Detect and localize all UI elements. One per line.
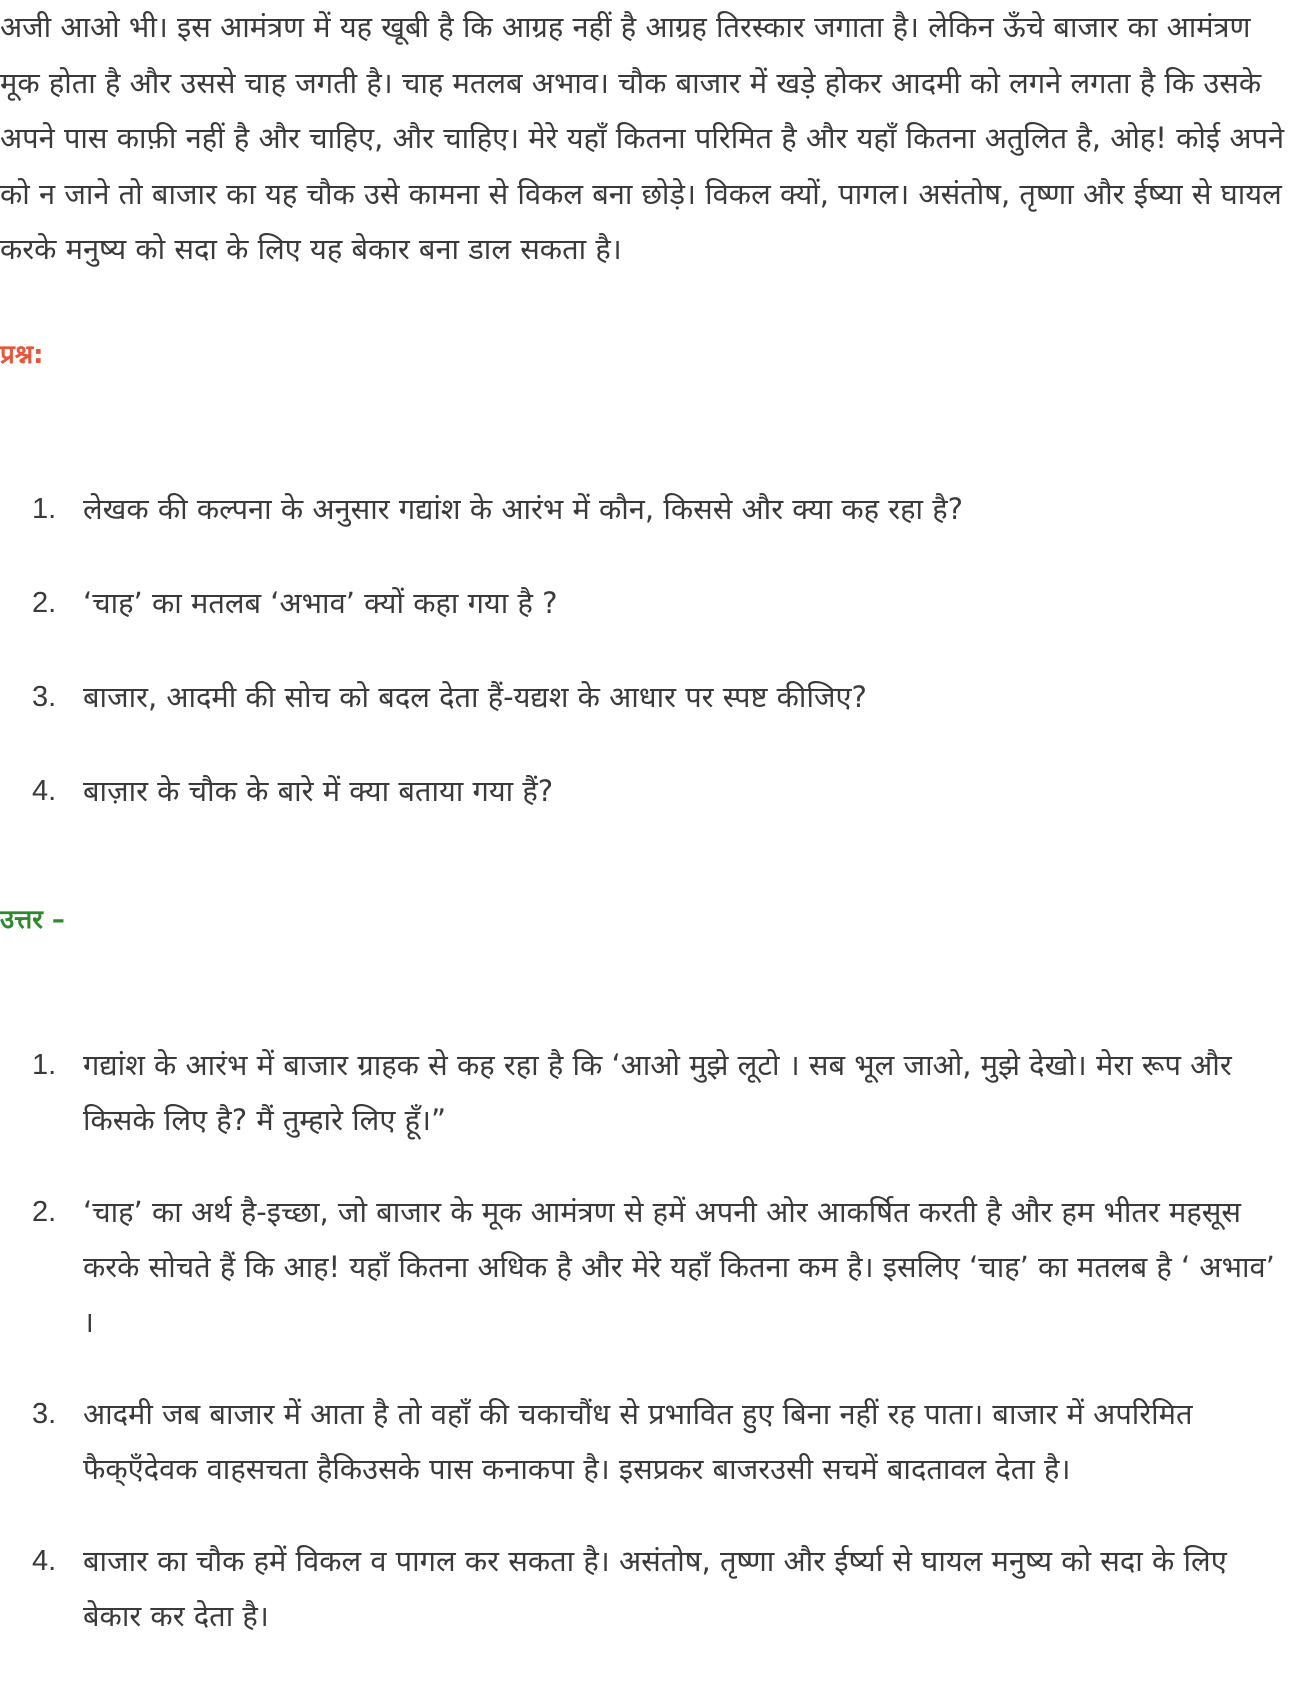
question-item [0, 670, 1297, 725]
question-item [0, 482, 1297, 537]
answer-item [0, 1185, 1297, 1350]
answer-item [0, 1038, 1297, 1148]
answer-text: गद्यांश के आरंभ में बाजार ग्राहक से कह रहा है कि ‘आओ मुझे लूटो । सब भूल जाओ, मुझे देखो। मेरा रूप और किसके लिए है? मैं तुम्हारे लिए हूँ।” [83, 1048, 1232, 1137]
question-item [0, 764, 1297, 819]
question-text: बाज़ार के चौक के बारे में क्या बताया गया हैं? [83, 774, 554, 808]
answer-number: 2. [32, 1196, 57, 1228]
questions-list [0, 482, 1297, 858]
question-number: 4. [32, 775, 57, 807]
answer-text: आदमी जब बाजार में आता है तो वहाँ की चकाचौंध से प्रभावित हुए बिना नहीं रह पाता। बाजार में अपरिमित फैक्एँदेवक वाहसचता हैकिउसके पास कनाकपा है। इसप्रकर बाजरउसी सचमें बादतावल देता है। [83, 1397, 1193, 1486]
passage-text: अजी आओ भी। इस आमंत्रण में यह खूबी है कि आग्रह नहीं है आग्रह तिरस्कार जगाता है। लेकिन ऊँचे बाजार का आमंत्रण मूक होता है और उससे चाह जगती है। चाह मतलब अभाव। चौक बाजार में खड़े होकर आदमी को लगने लगता है कि उसके अपने पास काफ़ी नहीं है और चाहिए, और चाहिए। मेरे यहाँ कितना परिमित है और यहाँ कितना अतुलित है, ओह! कोई अपने को न जाने तो बाजार का यह चौक उसे कामना से विकल बना छोड़े। विकल क्यों, पागल। असंतोष, तृष्णा और ईष्या से घायल करके मनुष्य को सदा के लिए यह बेकार बना डाल सकता है। [0, 10, 1285, 266]
question-text: बाजार, आदमी की सोच को बदल देता हैं-यद्यश के आधार पर स्पष्ट कीजिए? [83, 680, 867, 714]
answer-item [0, 1534, 1297, 1644]
answer-text: ‘चाह’ का अर्थ है-इच्छा, जो बाजार के मूक आमंत्रण से हमें अपनी ओर आकर्षित करती है और हम भीतर महसूस करके सोचते हैं कि आह! यहाँ कितना अधिक है और मेरे यहाँ कितना कम है। इसलिए ‘चाह’ का मतलब है ‘ अभाव’ । [83, 1195, 1275, 1339]
answer-number: 3. [32, 1398, 57, 1430]
question-text: ‘चाह’ का मतलब ‘अभाव’ क्यों कहा गया है ? [83, 586, 558, 620]
answer-number: 4. [32, 1545, 57, 1577]
question-item [0, 576, 1297, 631]
answer-number: 1. [32, 1049, 57, 1081]
question-number: 1. [32, 493, 57, 525]
questions-heading: प्रश्न: [0, 340, 44, 370]
answer-item [0, 1387, 1297, 1497]
answers-list [0, 1038, 1297, 1681]
answers-heading: उत्तर – [0, 905, 65, 935]
question-number: 3. [32, 681, 57, 713]
question-number: 2. [32, 587, 57, 619]
question-text: लेखक की कल्पना के अनुसार गद्यांश के आरंभ में कौन, किससे और क्या कह रहा है? [83, 492, 964, 526]
answer-text: बाजार का चौक हमें विकल व पागल कर सकता है। असंतोष, तृष्णा और ईर्ष्या से घायल मनुष्य को सदा के लिए बेकार कर देता है। [83, 1544, 1227, 1633]
